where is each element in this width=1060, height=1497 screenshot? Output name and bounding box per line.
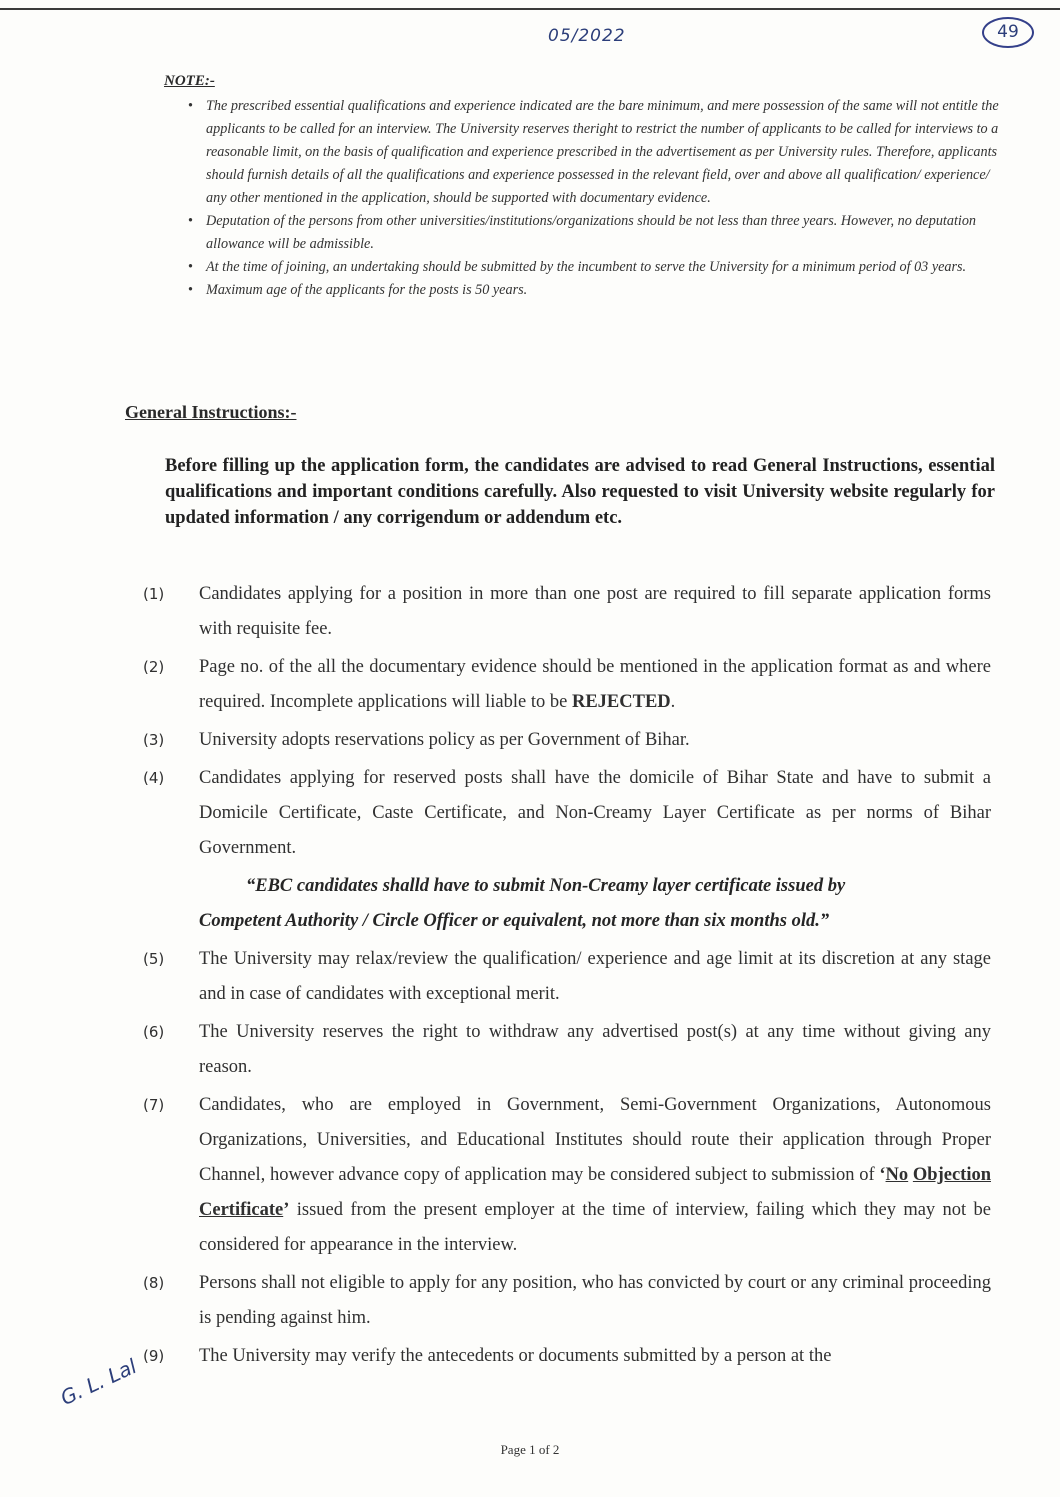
instruction-item [143,761,991,866]
item-text: University adopts reservations policy as per Government of Bihar. [199,730,690,750]
item-text: Candidates applying for reserved posts shall have the domicile of Bihar State and have to submit a Domicile Certificate, Caste Certificate, and Non-Creamy Layer Certificate as per norms of Bihar Government. [199,768,991,858]
page-footer: Page 1 of 2 [500,1442,560,1457]
instruction-item [143,650,991,720]
instruction-item [143,1088,991,1263]
instruction-item [143,1266,991,1336]
note-item: • The prescribed essential qualifications and experience indicated are the bare minimum, and mere possession of the same will not entitle the applicants to be called for an interview. The University reserves theright to restrict the number of applicants to be called for interviews to a reasonable limit, on the basis of qualification and experience prescribed in the advertisement as per University rules. Therefore, applicants should furnish details of all the qualifications and experience possessed in the relevant field, over and above all qualification/ experience/ any other mentioned in the application, should be supported with documentary evidence. [206,95,1006,210]
rejected-emphasis: REJECTED [571,692,671,712]
item-text: Persons shall not eligible to apply for any position, who has convicted by court or any criminal proceeding is pending against him. [199,1273,991,1328]
noc-open-quote: ‘ [879,1165,886,1185]
ebc-quote-line-1: “EBC candidates shalld have to submit Non-Creamy layer certificate issued by [246,876,846,896]
note-item: • At the time of joining, an undertaking should be submitted by the incumbent to serve the University for a minimum period of 03 years. [206,256,1006,279]
general-instructions-heading: General Instructions:- [125,402,297,422]
item-text-end: . [670,692,676,712]
note-heading: NOTE:- [164,73,215,89]
note-list [206,95,1006,302]
item-number: (3) [143,731,165,749]
item-text-end: issued from the present employer at the time of interview, failing which they may not be considered for appearance in the interview. [199,1200,991,1255]
noc-no: No [885,1165,909,1185]
item-number: (9) [143,1347,165,1365]
instruction-item [143,942,991,1012]
instruction-list [143,577,991,1377]
item-number: (5) [143,950,165,968]
item-number: (7) [143,1096,165,1114]
item-number: (4) [143,769,165,787]
instruction-item [143,1339,991,1374]
top-border-line [0,8,1060,10]
handwritten-reference: 05/2022 [548,26,626,46]
ebc-quote-line-2: Competent Authority / Circle Officer or equivalent, not more than six months old.” [199,911,830,931]
noc-objection-certificate: Objection Certificate [199,1165,991,1220]
item-text: The University may verify the antecedents or documents submitted by a person at the [199,1346,832,1366]
handwritten-page-number: 49 [982,17,1034,48]
note-item: • Maximum age of the applicants for the posts is 50 years. [206,279,1006,302]
note-item: • Deputation of the persons from other universities/institutions/organizations should be not less than three years. However, no deputation allowance will be admissible. [206,210,1006,256]
noc-close-quote: ’ [283,1200,290,1220]
general-instructions-intro: Before filling up the application form, the candidates are advised to read General Instructions, essential qualifications and important conditions carefully. Also requested to visit University website regularly for updated information / any corrigendum or addendum etc. [165,456,995,528]
item-number: (1) [143,585,165,603]
item-number: (2) [143,658,165,676]
item-text: The University reserves the right to withdraw any advertised post(s) at any time without giving any reason. [199,1022,991,1077]
instruction-item [143,723,991,758]
item-number: (8) [143,1274,165,1292]
item-text: Page no. of the all the documentary evidence should be mentioned in the application format as and where required. Incomplete applications will liable to be [199,657,991,712]
instruction-item [143,1015,991,1085]
item-number: (6) [143,1023,165,1041]
ebc-quote [143,869,991,939]
instruction-item [143,577,991,647]
item-text: Candidates, who are employed in Government, Semi-Government Organizations, Autonomous Organizations, Universities, and Educational Institutes should route their application through Proper Channel, however advance copy of application may be considered subject to submission of [199,1095,991,1185]
item-text: The University may relax/review the qualification/ experience and age limit at its discretion at any stage and in case of candidates with exceptional merit. [199,949,991,1004]
handwritten-initials: G. L. Lal [56,1354,141,1410]
item-text: Candidates applying for a position in more than one post are required to fill separate application forms with requisite fee. [199,584,991,639]
